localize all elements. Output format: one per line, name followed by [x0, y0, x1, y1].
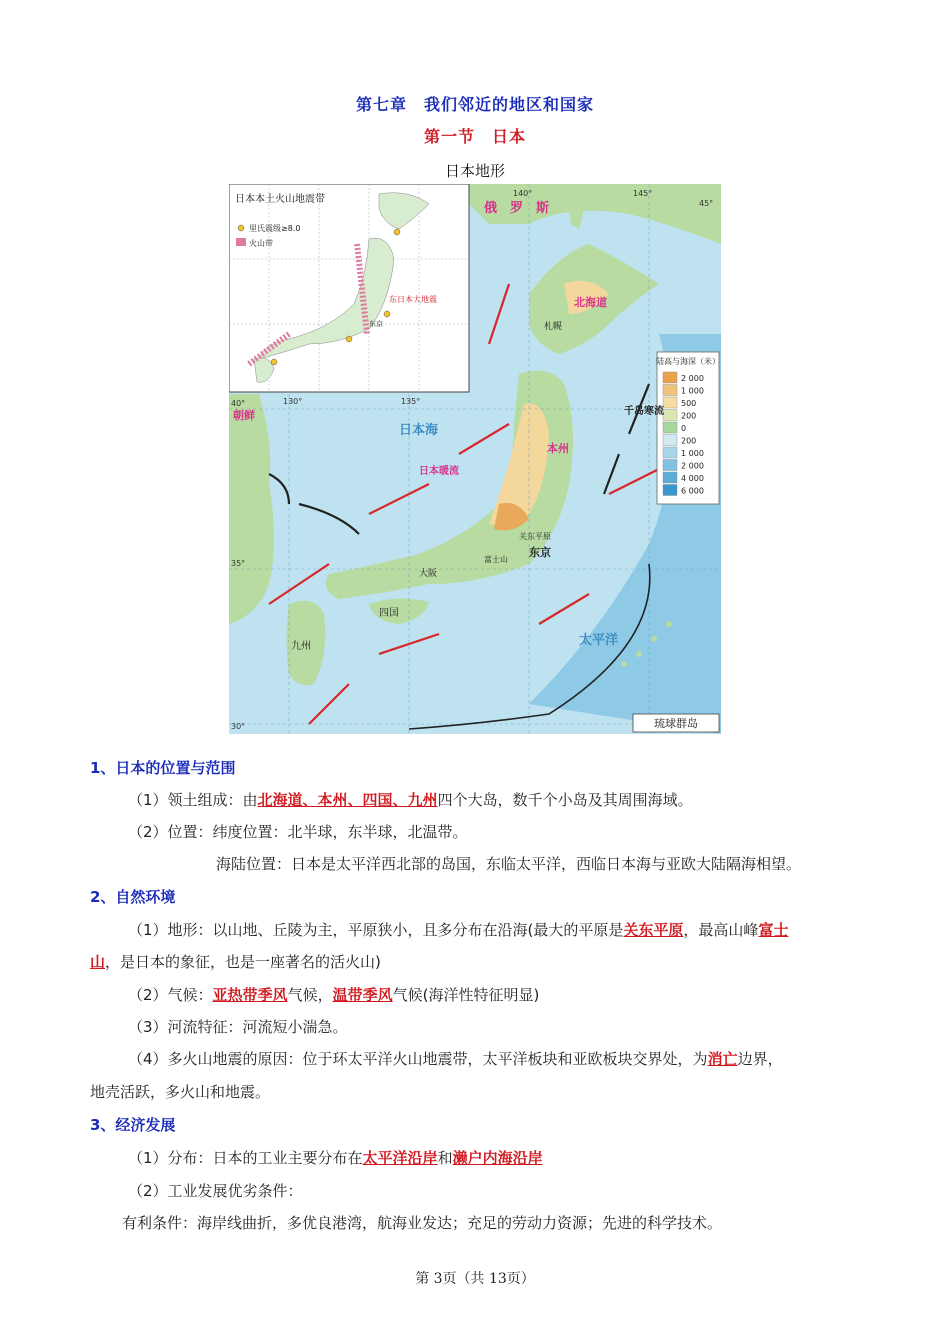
label-japan-sea: 日本海 [399, 423, 439, 438]
inset-legend-quake: 里氏震级≥8.0 [249, 224, 301, 233]
ryukyu-island [636, 651, 642, 657]
legend-swatch [663, 422, 677, 433]
s3-paragraph-3: 有利条件：海岸线曲折，多优良港湾，航海业发达；充足的劳动力资源；先进的科学技术。 [122, 1214, 723, 1232]
section-2-heading: 2、自然环境 [90, 888, 176, 906]
legend-swatch [663, 485, 677, 496]
label-oyashio: 千岛寒流 [624, 406, 664, 417]
label-kyushu: 九州 [291, 641, 311, 652]
s1-paragraph-1: （1）领土组成：由北海道、本州、四国、九州四个大岛，数千个小岛及其周围海域。 [128, 791, 693, 809]
label-honshu: 本州 [547, 442, 569, 455]
s2-paragraph-1a: （1）地形：以山地、丘陵为主，平原狭小，且多分布在沿海(最大的平原是关东平原，最高山峰富士 [128, 921, 789, 939]
lon-tick: 135° [401, 397, 421, 406]
inset-title: 日本本土火山地震带 [235, 194, 325, 205]
s2-paragraph-3: （3）河流特征：河流短小湍急。 [128, 1018, 348, 1036]
section-1-heading: 1、日本的位置与范围 [90, 759, 236, 777]
inset-volcano-map [229, 184, 469, 392]
page-number: 第 3页（共 13页） [415, 1271, 535, 1287]
legend-swatch [663, 397, 677, 408]
legend-label: 0 [681, 424, 687, 433]
inset-tokyo: 东京 [369, 320, 383, 328]
label-sapporo: 札幌 [544, 322, 563, 332]
legend-label: 500 [681, 399, 697, 408]
legend-label: 6 000 [681, 486, 704, 496]
legend-label: 2 000 [681, 461, 704, 471]
label-kuroshio: 日本暖流 [419, 466, 459, 477]
legend-label: 1 000 [681, 449, 704, 458]
s2-paragraph-4b: 地壳活跃，多火山和地震。 [90, 1083, 271, 1101]
label-korea: 朝鲜 [233, 409, 255, 422]
legend-label: 4 000 [681, 474, 704, 483]
legend-label: 2 000 [681, 374, 704, 383]
s3-paragraph-1: （1）分布：日本的工业主要分布在太平洋沿岸和濑户内海沿岸 [128, 1149, 543, 1167]
label-russia: 俄 罗 斯 [484, 201, 550, 216]
legend-label: 1 000 [681, 386, 704, 396]
emphasis-fuji-a: 富士 [758, 921, 789, 939]
ryukyu-island [621, 661, 627, 667]
emphasis-inland-sea: 濑户内海沿岸 [452, 1149, 543, 1167]
legend-swatch [663, 472, 677, 483]
legend-swatch [663, 460, 677, 471]
emphasis-kanto: 关东平原 [623, 921, 684, 939]
label-hokkaido: 北海道 [574, 296, 607, 309]
s1-paragraph-2: （2）位置：纬度位置：北半球，东半球，北温带。 [128, 823, 468, 841]
emphasis-fuji-b: 山 [90, 953, 106, 971]
section-3-heading: 3、经济发展 [90, 1116, 176, 1134]
inset-quake-label: 东日本大地震 [389, 295, 437, 304]
label-tokyo: 东京 [529, 546, 551, 559]
label-kanto: 关东平原 [519, 532, 551, 541]
japan-terrain-map [229, 184, 721, 734]
map-title: 日本地形 [444, 162, 505, 180]
volcano-legend-icon [236, 238, 246, 246]
ryukyu-island [666, 621, 672, 627]
legend-label: 200 [681, 411, 697, 421]
section-title: 第一节 日本 [423, 127, 526, 146]
label-pacific: 太平洋 [579, 633, 619, 648]
lat-tick: 30° [231, 722, 246, 731]
lat-tick: 35° [231, 559, 246, 568]
s3-paragraph-2: （2）工业发展优劣条件： [128, 1182, 303, 1200]
lon-tick: 145° [633, 189, 653, 198]
ryukyu-island [651, 636, 657, 642]
s2-paragraph-4a: （4）多火山地震的原因：位于环太平洋火山地震带，太平洋板块和亚欧板块交界处，为消亡边界， [128, 1050, 783, 1068]
legend-swatch [663, 435, 677, 446]
lon-tick: 140° [513, 189, 533, 198]
emphasis-temperate: 温带季风 [332, 986, 393, 1004]
legend-title: 陆高与海深（米） [656, 357, 720, 366]
lat-tick: 45° [699, 199, 714, 208]
quake-legend-icon [238, 225, 244, 231]
s2-paragraph-2: （2）气候：亚热带季风气候，温带季风气候(海洋性特征明显) [128, 986, 540, 1004]
legend-swatch [663, 447, 677, 458]
s2-paragraph-1b: 山，是日本的象征，也是一座著名的活火山) [90, 953, 381, 971]
legend-swatch [663, 372, 677, 383]
lon-tick: 130° [283, 397, 303, 406]
emphasis-pacific-coast: 太平洋沿岸 [362, 1149, 438, 1167]
label-osaka: 大阪 [419, 569, 438, 579]
legend-swatch [663, 410, 677, 421]
emphasis-destructive: 消亡 [707, 1050, 738, 1068]
emphasis-subtropical: 亚热带季风 [212, 986, 288, 1004]
label-shikoku: 四国 [379, 608, 399, 619]
legend-label: 200 [681, 436, 697, 446]
s1-paragraph-3: 海陆位置：日本是太平洋西北部的岛国，东临太平洋，西临日本海与亚欧大陆隔海相望。 [216, 855, 802, 873]
legend-swatch [663, 385, 677, 396]
map-legend [656, 352, 720, 504]
emphasis-four-islands: 北海道、本州、四国、九州 [257, 791, 438, 809]
lat-tick: 40° [231, 399, 246, 408]
label-ryukyu: 琉球群岛 [654, 717, 698, 730]
inset-legend-volcano: 火山带 [249, 239, 273, 248]
chapter-title: 第七章 我们邻近的地区和国家 [355, 95, 594, 114]
label-fuji: 富士山 [484, 555, 508, 564]
